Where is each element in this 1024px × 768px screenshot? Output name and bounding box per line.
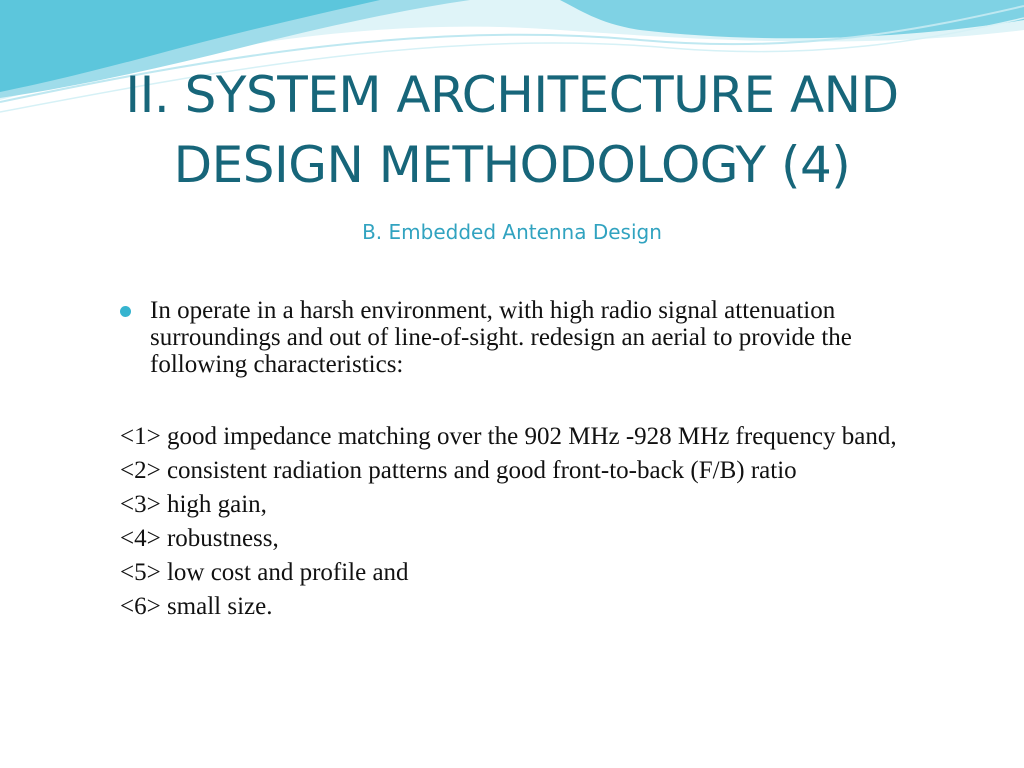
bullet-paragraph xyxy=(120,297,890,378)
slide-subtitle: B. Embedded Antenna Design xyxy=(362,220,662,244)
bullet-text: In operate in a harsh environment, with high radio signal attenuation surroundings and out of line-of-sight. redesign an aerial to provide the following characteristics: xyxy=(150,297,852,378)
list-item: <6> small size. xyxy=(120,593,273,620)
list-item: <4> robustness, xyxy=(120,525,279,552)
slide-title-line-1: II. SYSTEM ARCHITECTURE AND xyxy=(125,66,899,124)
slide-title-line-2: DESIGN METHODOLOGY (4) xyxy=(173,136,851,194)
list-item: <1> good impedance matching over the 902 MHz -928 MHz frequency band, xyxy=(120,423,897,450)
characteristics-list xyxy=(120,420,910,624)
list-item: <3> high gain, xyxy=(120,491,267,518)
slide-title xyxy=(40,60,984,200)
list-item: <5> low cost and profile and xyxy=(120,559,409,586)
list-item: <2> consistent radiation patterns and good front-to-back (F/B) ratio xyxy=(120,457,797,484)
bullet-dot-icon xyxy=(120,306,131,317)
